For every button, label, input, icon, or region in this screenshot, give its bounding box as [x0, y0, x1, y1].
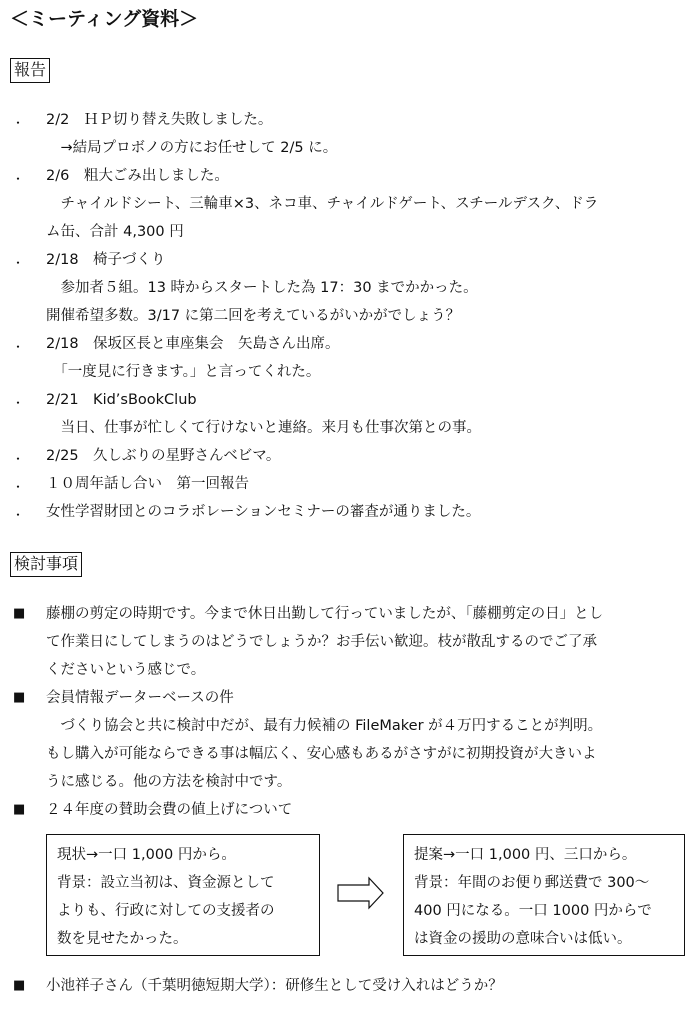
review-line: て作業日にしてしまうのはどうでしょうか？お手伝い歓迎。枝が散乱するのでご了承: [46, 634, 597, 650]
report-line: 当日、仕事が忙しくて行けないと連絡。来月も仕事次第との事。: [46, 420, 481, 436]
bullet-dot: ・: [12, 508, 25, 522]
report-line: 2/21 Kid’sBookClub: [46, 392, 197, 408]
review-line: もし購入が可能ならできる事は幅広く、安心感もあるがさすがに初期投資が大きいよ: [46, 746, 597, 762]
page-title: ＜ミーティング資料＞: [10, 8, 199, 30]
proposal-box-line: 400 円になる。一口 1000 円からで: [414, 903, 652, 919]
review-line: 藤棚の剪定の時期です。今まで休日出勤して行っていましたが、「藤棚剪定の日」とし: [46, 606, 604, 622]
report-line: 女性学習財団とのコラボレーションセミナーの審査が通りました。: [46, 504, 481, 520]
report-line: →結局プロボノの方にお任せして 2/5 に。: [46, 140, 338, 156]
proposal-box-line: 背景：年間のお便り郵送費で 300～: [414, 875, 650, 891]
report-line: １０周年話し合い 第一回報告: [46, 476, 249, 492]
review-line: づくり協会と共に検討中だが、最有力候補の FileMaker が４万円することが判明。: [46, 718, 603, 734]
current-box-line: よりも、行政に対しての支援者の: [57, 903, 275, 919]
proposal-box-line: 提案→一口 1,000 円、三口から。: [414, 847, 637, 863]
review-heading: 検討事項: [10, 552, 82, 577]
bullet-square: ■: [13, 606, 26, 621]
bullet-square: ■: [13, 690, 26, 705]
bullet-dot: ・: [12, 480, 25, 494]
bullet-dot: ・: [12, 116, 25, 130]
report-line: 開催希望多数。3/17 に第二回を考えているがいかがでしょう？: [46, 308, 461, 324]
review-line: 会員情報データーベースの件: [46, 690, 234, 706]
report-line: ム缶、合計 4,300 円: [46, 224, 184, 240]
right-arrow-icon: [337, 876, 385, 910]
bullet-dot: ・: [12, 396, 25, 410]
current-box-line: 背景：設立当初は、資金源として: [57, 875, 275, 891]
report-heading: 報告: [10, 58, 50, 83]
report-line: 2/18 保坂区長と車座集会 矢島さん出席。: [46, 336, 340, 352]
bullet-square: ■: [13, 978, 26, 993]
bullet-dot: ・: [12, 172, 25, 186]
current-box-line: 数を見せたかった。: [57, 931, 188, 947]
bullet-square: ■: [13, 802, 26, 817]
review-line: ２４年度の賛助会費の値上げについて: [46, 802, 293, 818]
review-line: くださいという感じで。: [46, 662, 206, 678]
review-line: うに感じる。他の方法を検討中です。: [46, 774, 292, 790]
bullet-dot: ・: [12, 340, 25, 354]
report-line: 「一度見に行きます。」と言ってくれた。: [46, 364, 321, 380]
current-fee-box: [46, 834, 320, 956]
proposal-fee-box: [403, 834, 685, 956]
bullet-dot: ・: [12, 256, 25, 270]
proposal-box-line: は資金の援助の意味合いは低い。: [414, 931, 632, 947]
report-line: 2/25 久しぶりの星野さんベビマ。: [46, 448, 281, 464]
report-line: チャイルドシート、三輪車×3、ネコ車、チャイルドゲート、スチールデスク、ドラ: [46, 196, 599, 212]
current-box-line: 現状→一口 1,000 円から。: [57, 847, 236, 863]
review-line: 小池祥子さん（千葉明徳短期大学）：研修生として受け入れはどうか？: [46, 978, 503, 994]
bullet-dot: ・: [12, 452, 25, 466]
report-line: 2/6 粗大ごみ出しました。: [46, 168, 229, 184]
report-line: 2/2 ＨＰ切り替え失敗しました。: [46, 112, 273, 128]
report-line: 2/18 椅子づくり: [46, 252, 166, 268]
report-line: 参加者５組。13 時からスタートした為 17：30 までかかった。: [46, 280, 478, 296]
